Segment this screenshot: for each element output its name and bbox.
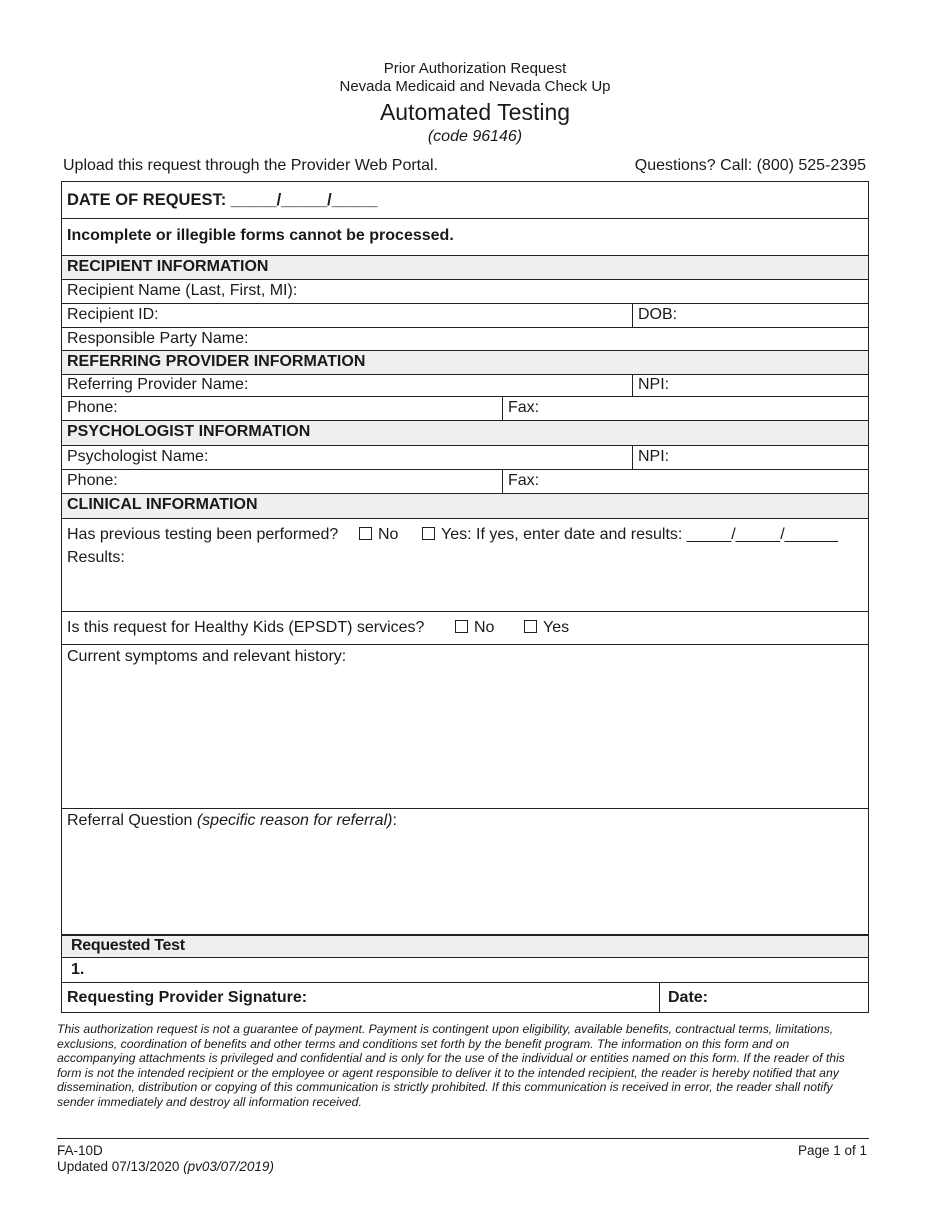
recipient-id-label: Recipient ID: <box>67 306 159 323</box>
symptoms-label: Current symptoms and relevant history: <box>67 648 347 665</box>
psychologist-name-row[interactable] <box>62 446 868 470</box>
epsdt-yes-option[interactable] <box>524 619 569 637</box>
epsdt-yes-label: Yes <box>543 619 570 636</box>
form-updated <box>57 1159 274 1174</box>
psychologist-phone-label: Phone: <box>67 472 118 489</box>
referral-question-row[interactable] <box>62 809 868 935</box>
previous-testing-yes-option[interactable] <box>422 526 838 544</box>
referring-phone-row[interactable] <box>62 397 868 421</box>
checkbox-icon[interactable] <box>422 527 435 540</box>
referring-fax-label: Fax: <box>508 399 540 416</box>
divider <box>632 446 633 469</box>
dob-label: DOB: <box>638 306 678 323</box>
referral-hint: (specific reason for referral) <box>196 812 393 829</box>
divider <box>632 375 633 396</box>
date-of-request-label: DATE OF REQUEST: _____/_____/_____ <box>67 191 378 209</box>
requested-test-title: Requested Test <box>71 937 185 954</box>
signature-row[interactable] <box>62 983 868 1013</box>
epsdt-question: Is this request for Healthy Kids (EPSDT) services? <box>67 619 425 636</box>
recipient-id-row[interactable] <box>62 304 868 328</box>
referring-section-title: REFERRING PROVIDER INFORMATION <box>67 353 366 370</box>
footer-divider <box>57 1138 869 1139</box>
requested-test-item-1[interactable] <box>62 958 868 983</box>
symptoms-row[interactable] <box>62 645 868 809</box>
checkbox-icon[interactable] <box>455 620 468 633</box>
epsdt-no-option[interactable] <box>455 619 494 637</box>
form-code: (code 96146) <box>427 128 523 145</box>
disclaimer-text: This authorization request is not a guarantee of payment. Payment is contingent upon eligibility, available benefits, contractual terms, limitations, exclusions, coordination of benefits and other terms and conditions set forth by the benefit program. The information on this form and on accompanying attachments is privileged and confidential and is only for the use of the individual or entities named on this form. If the reader of this form is not the intended recipient or the employee or agent responsible to deliver it to the intended recipient, the reader is hereby notified that any dissemination, distribution or copying of this communication is strictly prohibited. If this communication is received in error, the reader shall notify sender immediately and destroy all information received. <box>57 1022 845 1109</box>
updated-date: Updated 07/13/2020 <box>57 1159 180 1174</box>
checkbox-icon[interactable] <box>524 620 537 633</box>
form-header-line2: Nevada Medicaid and Nevada Check Up <box>339 78 611 95</box>
signature-date-label: Date: <box>668 989 709 1006</box>
clinical-section-header <box>62 494 868 519</box>
clinical-section-title: CLINICAL INFORMATION <box>67 496 258 513</box>
recipient-name-label: Recipient Name (Last, First, MI): <box>67 282 298 299</box>
responsible-party-label: Responsible Party Name: <box>67 330 249 347</box>
divider <box>502 397 503 420</box>
divider <box>632 304 633 327</box>
results-label: Results: <box>67 549 125 566</box>
referring-section-header <box>62 351 868 375</box>
psychologist-npi-label: NPI: <box>638 448 670 465</box>
divider <box>502 470 503 493</box>
recipient-section-title: RECIPIENT INFORMATION <box>67 258 269 275</box>
incomplete-notice-row <box>62 219 868 256</box>
form-title: Automated Testing <box>379 99 571 125</box>
date-of-request-row[interactable] <box>62 182 868 219</box>
upload-instruction: Upload this request through the Provider Web Portal. <box>63 157 439 174</box>
recipient-section-header <box>62 256 868 280</box>
previous-testing-question: Has previous testing been performed? <box>67 526 339 543</box>
referring-phone-label: Phone: <box>67 399 118 416</box>
psychologist-section-title: PSYCHOLOGIST INFORMATION <box>67 423 311 440</box>
form-id: FA-10D <box>57 1143 103 1158</box>
psychologist-fax-label: Fax: <box>508 472 540 489</box>
divider <box>659 983 660 1013</box>
epsdt-no-label: No <box>474 619 495 636</box>
authorization-form <box>61 181 869 1013</box>
page-number: Page 1 of 1 <box>797 1143 867 1158</box>
previous-testing-no-label: No <box>378 526 399 543</box>
checkbox-icon[interactable] <box>359 527 372 540</box>
questions-phone: Questions? Call: (800) 525-2395 <box>634 157 866 174</box>
signature-label: Requesting Provider Signature: <box>67 989 308 1006</box>
previous-testing-no-option[interactable] <box>359 526 398 544</box>
responsible-party-row[interactable] <box>62 328 868 351</box>
recipient-name-row[interactable] <box>62 280 868 304</box>
previous-testing-row <box>62 519 868 612</box>
psychologist-section-header <box>62 421 868 446</box>
requested-test-item-number: 1. <box>71 961 85 978</box>
previous-version: (pv03/07/2019) <box>183 1159 274 1174</box>
referral-question-label <box>67 812 397 830</box>
requested-test-header <box>62 935 868 958</box>
referring-npi-label: NPI: <box>638 376 670 393</box>
previous-testing-yes-label: Yes: If yes, enter date and results: _____/_____/______ <box>441 526 839 543</box>
referral-colon: : <box>392 812 397 829</box>
epsdt-row <box>62 612 868 645</box>
psychologist-phone-row[interactable] <box>62 470 868 494</box>
incomplete-notice: Incomplete or illegible forms cannot be processed. <box>67 227 454 244</box>
form-header-line1: Prior Authorization Request <box>383 60 567 77</box>
referral-label-text: Referral Question <box>67 812 193 829</box>
psychologist-name-label: Psychologist Name: <box>67 448 209 465</box>
referring-name-label: Referring Provider Name: <box>67 376 249 393</box>
referring-name-row[interactable] <box>62 375 868 397</box>
